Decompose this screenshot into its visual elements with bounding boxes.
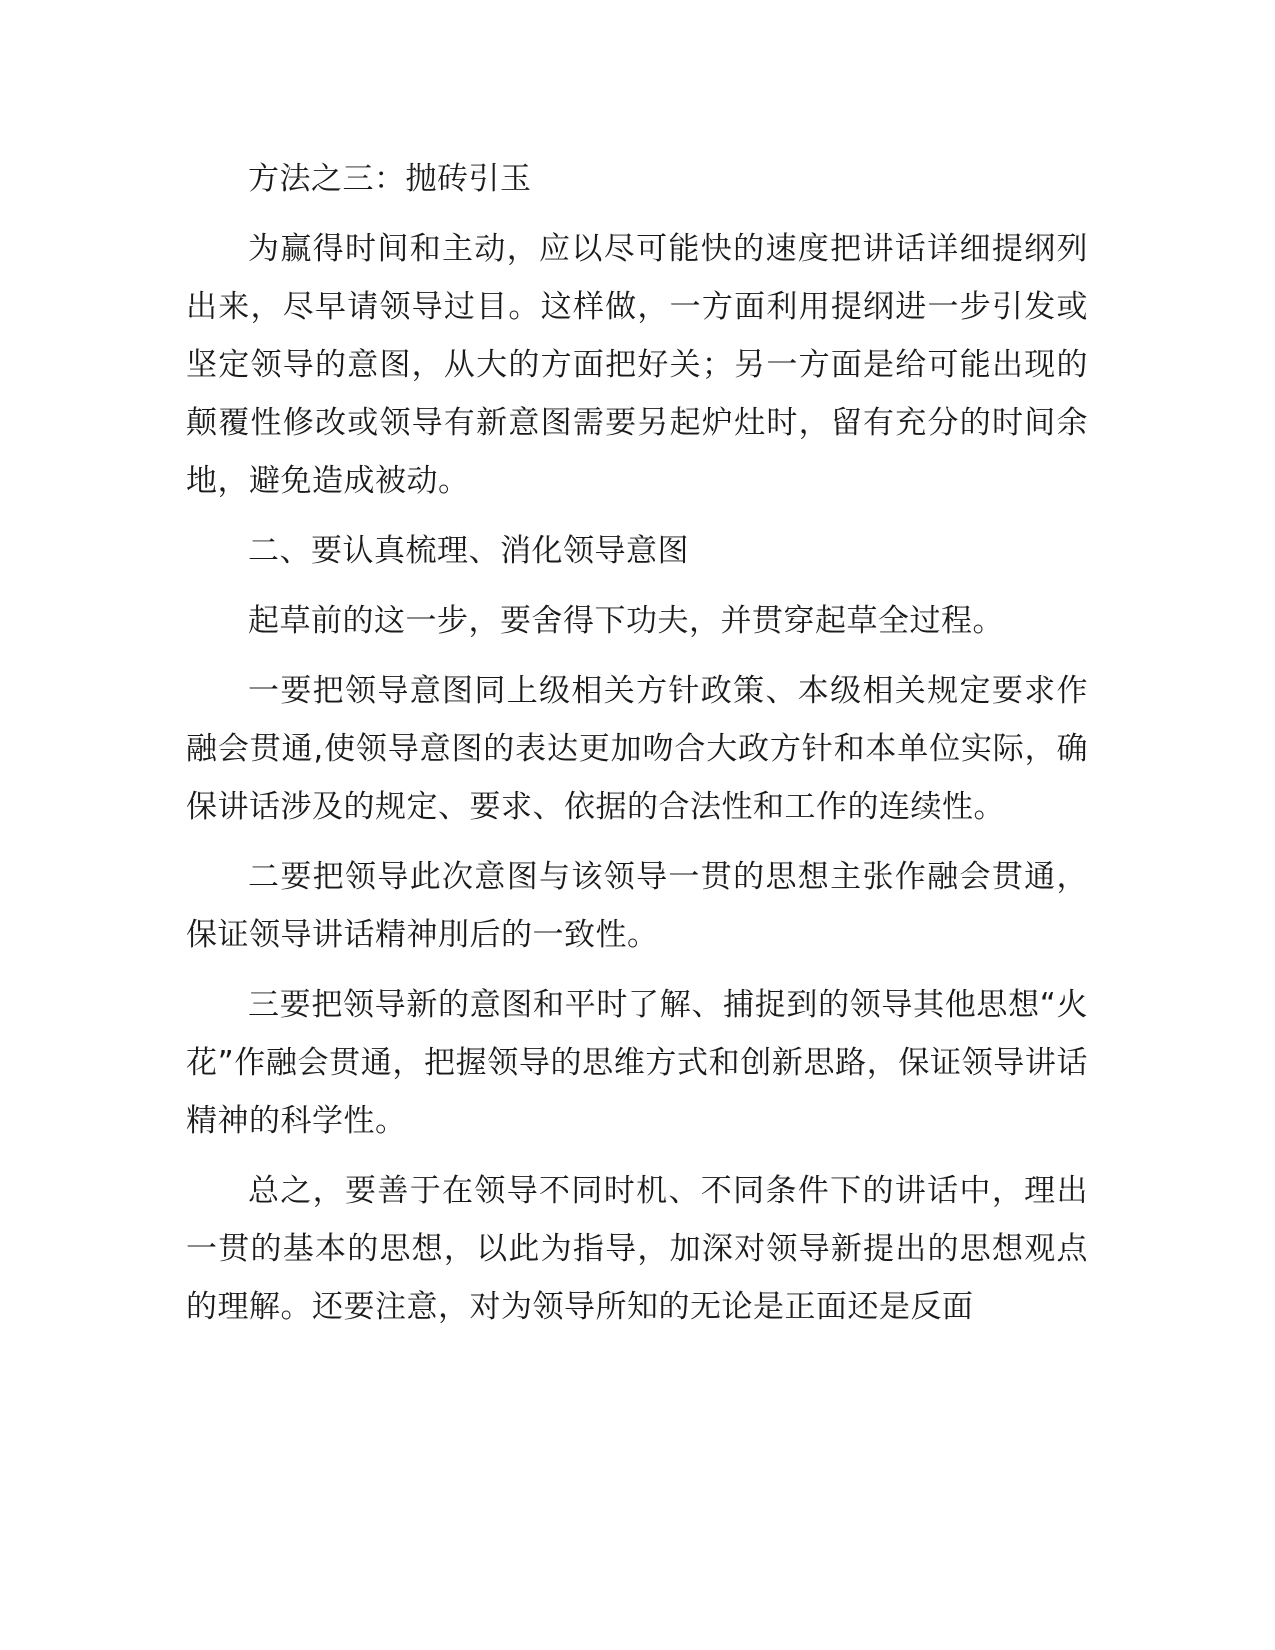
method-three-heading: 方法之三：抛砖引玉 [248, 161, 532, 197]
point-one-paragraph: 一要把领导意图同上级相关方针政策、本级相关规定要求作融会贯通,使领导意图的表达更加吻合大政方针和本单位实际，确保讲话涉及的规定、要求、依据的合法性和工作的连续性。 [186, 673, 1088, 825]
point-two-paragraph: 二要把领导此次意图与该领导一贯的思想主张作融会贯通，保证领导讲话精神刖后的一致性。 [186, 859, 1088, 953]
summary-paragraph: 总之，要善于在领导不同时机、不同条件下的讲话中，理出一贯的基本的思想，以此为指导，加深对领导新提出的思想观点的理解。还要注意，对为领导所知的无论是正面还是反面 [186, 1173, 1088, 1325]
point-three-paragraph: 三要把领导新的意图和平时了解、捕捉到的领导其他思想“火花”作融会贯通，把握领导的思维方式和创新思路，保证领导讲话精神的科学性。 [186, 987, 1088, 1139]
outline-paragraph: 为赢得时间和主动，应以尽可能快的速度把讲话详细提纲列出来，尽早请领导过目。这样做，一方面利用提纲进一步引发或坚定领导的意图，从大的方面把好关；另一方面是给可能出现的颠覆性修改或领导有新意图需要另起炉灶时，留有充分的时间余地，避免造成被动。 [186, 231, 1088, 499]
document-page [186, 150, 1088, 1348]
drafting-intro-paragraph: 起草前的这一步，要舍得下功夫，并贯穿起草全过程。 [248, 603, 1004, 639]
section-two-heading: 二、要认真梳理、消化领导意图 [248, 533, 689, 569]
